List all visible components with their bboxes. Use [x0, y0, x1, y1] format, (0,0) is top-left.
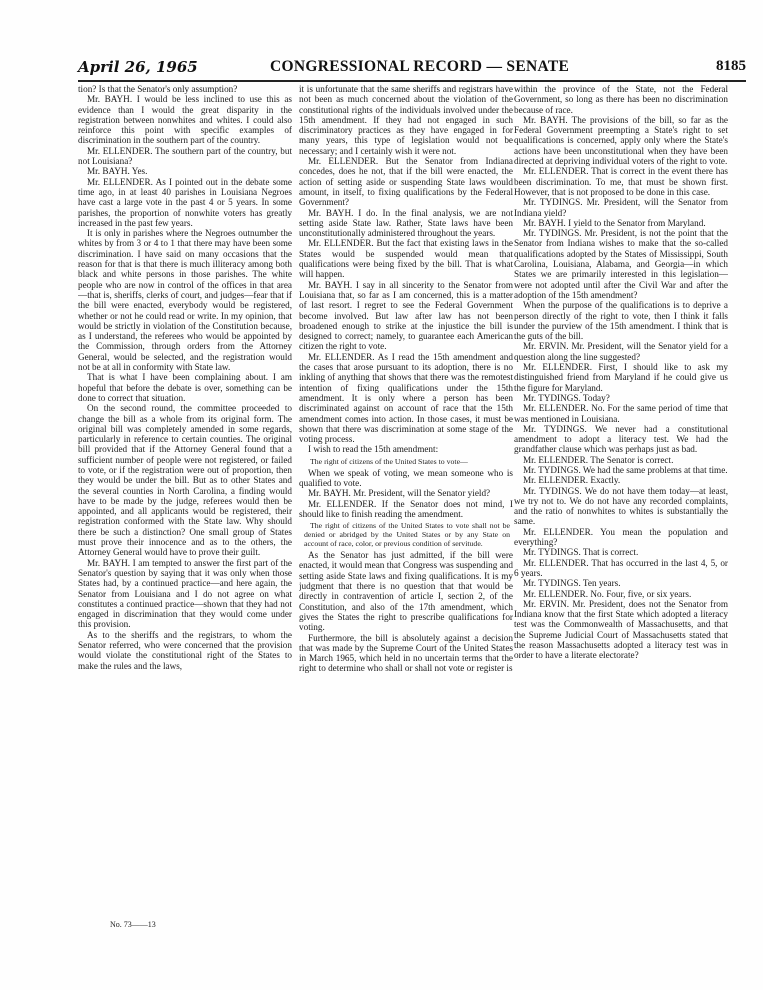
paragraph: Mr. BAYH. I do. In the final analysis, we are not setting aside State law. Rather, State laws have been unconstitutionally administered throughout the years.	[299, 207, 513, 239]
paragraph: Mr. TYDINGS. Ten years.	[523, 578, 621, 589]
paragraph: Mr. TYDINGS. Today?	[523, 392, 610, 403]
paragraph: Mr. ELLENDER. But the fact that existing laws in the States would be suspended would mean that qualifications were being fixed by the bill. That is what will happen.	[299, 238, 513, 280]
paragraph: As the Senator has just admitted, if the bill were enacted, it would mean that Congress was suspending and setting aside State laws and fixing qualifications. It is my judgment that there is no question that that would be directly in contravention of article I, section 2, of the Constitution, and also of the 17th amendment, which gives the States the right to prescribe qualifications for voting.	[299, 550, 513, 633]
paragraph: Mr. ERVIN. Mr. President, will the Senator yield for a question along the line suggested?	[514, 341, 728, 362]
paragraph: I wish to read the 15th amendment:	[308, 444, 439, 455]
paragraph: Mr. ELLENDER. But the Senator from Indiana concedes, does he not, that if the bill were enacted, the action of setting aside or suspending State laws would amount, in itself, to fixing qualifications by the Federal Government?	[299, 156, 513, 208]
paragraph: Mr. BAYH. I am tempted to answer the first part of the Senator's question by saying that it was only when those States had, by a continued practice—and here again, the Senator from Louisiana and I do not agree on what constitutes a continued practice—shown that they had not engaged in discrimination that they would come under this provision.	[78, 557, 292, 630]
paragraph: Mr. ELLENDER. The Senator is correct.	[523, 454, 674, 465]
paragraph: It is only in parishes where the Negroes outnumber the whites by from 3 or 4 to 1 that there may have been some discrimination. I have said on many occasions that the reason for that is that there is much illiteracy among both black and white persons in those parishes. The white people who are now in control of the offices in that area—that is, sheriffs, clerks of court, and judges—fear that if the bill were enacted, everybody would be registered, whether or not he could read or write. In my opinion, that would be strictly in violation of the Constitution because, as I understand, the referees who would be appointed by the Commission, through orders from the Attorney General, would be selected, and the registration would not be at all in conformity with State law.	[78, 228, 292, 373]
paragraph: it is unfortunate that the same sheriffs and registrars have not been as much concerned about the violation of the constitutional rights of the individuals involved under the 15th amendment. If they had not engaged in such discriminatory practices as they have engaged in for many years, this type of legislation would not be necessary; and I certainly wish it were not.	[299, 84, 513, 156]
column-3	[514, 84, 728, 920]
paragraph: When we speak of voting, we mean someone who is qualified to vote.	[299, 467, 513, 488]
paragraph: Mr. ELLENDER. The southern part of the country, but not Louisiana?	[78, 145, 292, 167]
paragraph: Mr. ELLENDER. That has occurred in the last 4, 5, or 6 years.	[514, 557, 728, 578]
paragraph: Mr. TYDINGS. Mr. President, will the Senator from Indiana yield?	[514, 197, 728, 218]
header-date: April 26, 1965	[78, 58, 198, 76]
paragraph: Mr. ELLENDER. That is correct in the event there has been discrimination. To me, that must be shown first. However, that is not proposed to be done in this case.	[514, 166, 728, 197]
paragraph: Mr. ELLENDER. If the Senator does not mind, I should like to finish reading the amendment.	[299, 498, 513, 519]
paragraph: Mr. ELLENDER. Exactly.	[523, 475, 621, 486]
paragraph: Mr. TYDINGS. We do not have them today—at least, we try not to. We do not have any recorded complaints, and the ratio of nonwhites to whites is substantially the same.	[514, 485, 728, 527]
page-number: 8185	[716, 58, 746, 74]
paragraph: Mr. TYDINGS. We never had a constitutional amendment to adopt a literacy test. We had the grandfather clause which was perhaps just as bad.	[514, 423, 728, 455]
paragraph: When the purpose of the qualifications is to deprive a person directly of the right to vote, then I think it falls under the purview of the 15th amendment. I think that is the guts of the bill.	[514, 300, 728, 342]
quoted-text: The right of citizens of the United States to vote—	[310, 456, 468, 466]
paragraph: Mr. TYDINGS. That is correct.	[523, 547, 639, 558]
paragraph: Mr. BAYH. I would be less inclined to use this as evidence than I would the great disparity in the registration between nonwhites and whites. I could also reinforce this point with specific examples of discrimination in the southern part of the country.	[78, 94, 292, 146]
page-header	[78, 58, 746, 82]
paragraph: Mr. ELLENDER. You mean the population and everything?	[514, 526, 728, 548]
paragraph: Mr. BAYH. I yield to the Senator from Maryland.	[523, 217, 706, 228]
paragraph: Mr. ELLENDER. As I read the 15th amendment and the cases that arose pursuant to its adoption, there is no inkling of anything that shows that there was the remotest intention of fixing qualifications under the 15th amendment. It is only where a person has been discriminated against on account of race that the 15th amendment comes into action. In those cases, it must be shown that there was discrimination at some stage of the voting process.	[299, 351, 513, 445]
paragraph: Mr. ELLENDER. No. For the same period of time that was mentioned in Louisiana.	[514, 403, 728, 424]
quoted-text: The right of citizens of the United States to vote shall not be denied or abridged by the United States or by any State on account of race, color, or previous condition of servitude.	[304, 521, 510, 549]
paragraph: Mr. TYDINGS. We had the same problems at that time.	[523, 464, 728, 475]
paragraph: Mr. ELLENDER. As I pointed out in the debate some time ago, in at least 40 parishes in Louisiana Negroes have cast a large vote in the past 4 or 5 years. In some parishes, the proportion of nonwhite voters has greatly increased in the past few years.	[78, 176, 292, 228]
header-title: CONGRESSIONAL RECORD — SENATE	[270, 58, 570, 75]
footer-number: No. 73——13	[110, 920, 156, 929]
paragraph: Mr. BAYH. Yes.	[87, 166, 148, 177]
paragraph: Mr. ERVIN. Mr. President, does not the Senator from Indiana know that the first State which adopted a literacy test was the Commonwealth of Massachusetts, and that the Supreme Judicial Court of Massachusetts stated that the reason Massachusetts adopted a literacy test was in order to have a literate electorate?	[514, 598, 728, 661]
header-rule	[78, 80, 746, 82]
paragraph: On the second round, the committee proceeded to change the bill as a whole from its original form. The original bill was completely amended in some regards, particularly in reference to certain counties. The original bill provided that if the Attorney General found that a sufficient number of people were not registered, or failed to vote, or if the registration were out of proportion, then they would be under the bill. But as to other States and the several counties in North Carolina, a finding would have to be made by the judge, referees would then be appointed, and all applicants would be registered, their registration conformed with the State law. Why should there be such a distinction? One small group of States must prove their innocence and as to the others, the Attorney General would have to prove their guilt.	[78, 403, 292, 558]
paragraph: That is what I have been complaining about. I am hopeful that before the debate is over, something can be done to correct that situation.	[78, 372, 292, 403]
paragraph: tion? Is that the Senator's only assumption?	[78, 84, 238, 94]
column-1	[78, 84, 292, 920]
paragraph: Mr. BAYH. Mr. President, will the Senator yield?	[308, 488, 491, 499]
paragraph: Mr. BAYH. I say in all sincerity to the Senator from Louisiana that, so far as I am concerned, this is a matter of last resort. I regret to see the Federal Government become involved. But law after law has not been broadened enough to strike at the injustice the bill is designed to correct; namely, to guarantee each American citizen the right to vote.	[299, 279, 513, 352]
paragraph: within the province of the State, not the Federal Government, so long as there has been no discrimination because of race.	[514, 84, 728, 115]
column-2	[299, 84, 513, 920]
paragraph: Mr. ELLENDER. No. Four, five, or six years.	[523, 588, 692, 599]
paragraph: Mr. ELLENDER. First, I should like to ask my distinguished friend from Maryland if he could give us the figure for Maryland.	[514, 362, 728, 393]
paragraph: Furthermore, the bill is absolutely against a decision that was made by the Supreme Court of the United States in March 1965, which held in no uncertain terms that the right to determine who shall or shall not vote or register is	[299, 632, 513, 674]
paragraph: Mr. BAYH. The provisions of the bill, so far as the Federal Government preempting a State's right to set qualifications is concerned, apply only where the State's actions have been unconstitutional when they have been directed at depriving individual voters of the right to vote.	[514, 114, 728, 167]
paragraph: Mr. TYDINGS. Mr. President, is not the point that the Senator from Indiana wishes to make that the so-called qualifications adopted by the States of Mississippi, South Carolina, Louisiana, Alabama, and Georgia—in which States we are primarily interested in this legislation—were not adopted until after the Civil War and after the adoption of the 15th amendment?	[514, 228, 728, 300]
paragraph: As to the sheriffs and the registrars, to whom the Senator referred, who were concerned that the provision would violate the constitutional right of the States to make the rules and the laws,	[78, 629, 292, 671]
